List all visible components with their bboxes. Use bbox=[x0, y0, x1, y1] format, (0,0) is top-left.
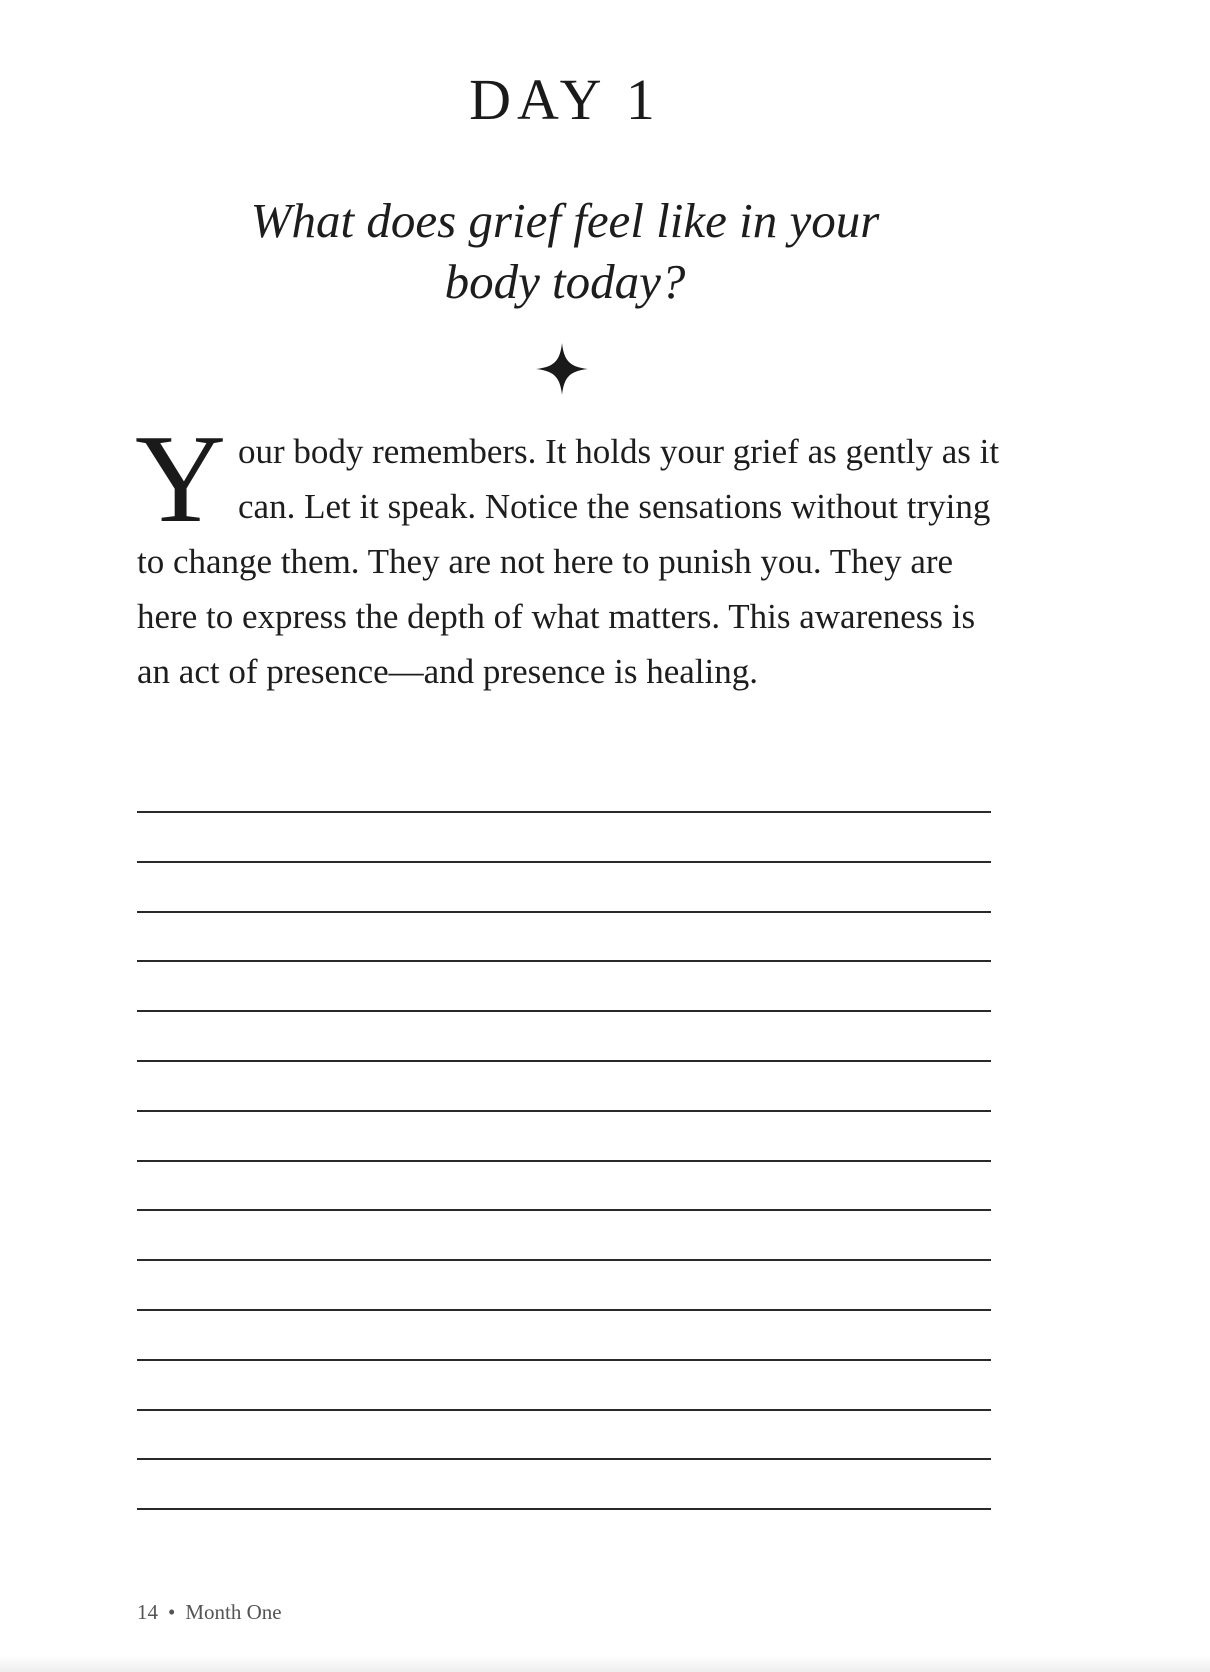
writing-line[interactable] bbox=[137, 911, 991, 913]
body-paragraph bbox=[135, 410, 1007, 699]
drop-cap: Y bbox=[135, 410, 226, 549]
writing-line[interactable] bbox=[137, 1060, 991, 1062]
writing-line[interactable] bbox=[137, 861, 991, 863]
writing-line[interactable] bbox=[137, 1160, 991, 1162]
footer-separator: • bbox=[168, 1600, 176, 1624]
writing-line[interactable] bbox=[137, 1359, 991, 1361]
writing-line[interactable] bbox=[137, 1110, 991, 1112]
writing-line[interactable] bbox=[137, 1458, 991, 1460]
page-edge-shadow bbox=[0, 1656, 1210, 1672]
writing-line[interactable] bbox=[137, 1259, 991, 1261]
prompt-line-2: body today? bbox=[444, 254, 686, 309]
prompt-line-1: What does grief feel like in your bbox=[250, 193, 880, 248]
writing-line[interactable] bbox=[137, 1508, 991, 1510]
page-number: 14 bbox=[137, 1600, 158, 1624]
writing-line[interactable] bbox=[137, 1309, 991, 1311]
writing-line[interactable] bbox=[137, 1010, 991, 1012]
page-footer bbox=[137, 1600, 282, 1625]
section-name: Month One bbox=[185, 1600, 282, 1624]
writing-line[interactable] bbox=[137, 1409, 991, 1411]
journal-prompt bbox=[0, 190, 1130, 312]
body-paragraph-text: our body remembers. It holds your grief as gently as it can. Let it speak. Notice the sensations without trying to change them. They are not here to punish you. They are here to express the depth of what matters. This awareness is an act of presence—and presence is healing. bbox=[137, 432, 1000, 691]
day-title: DAY 1 bbox=[469, 67, 661, 132]
writing-line[interactable] bbox=[137, 1209, 991, 1211]
writing-line[interactable] bbox=[137, 811, 991, 813]
four-point-star-icon bbox=[534, 341, 590, 397]
writing-line[interactable] bbox=[137, 960, 991, 962]
